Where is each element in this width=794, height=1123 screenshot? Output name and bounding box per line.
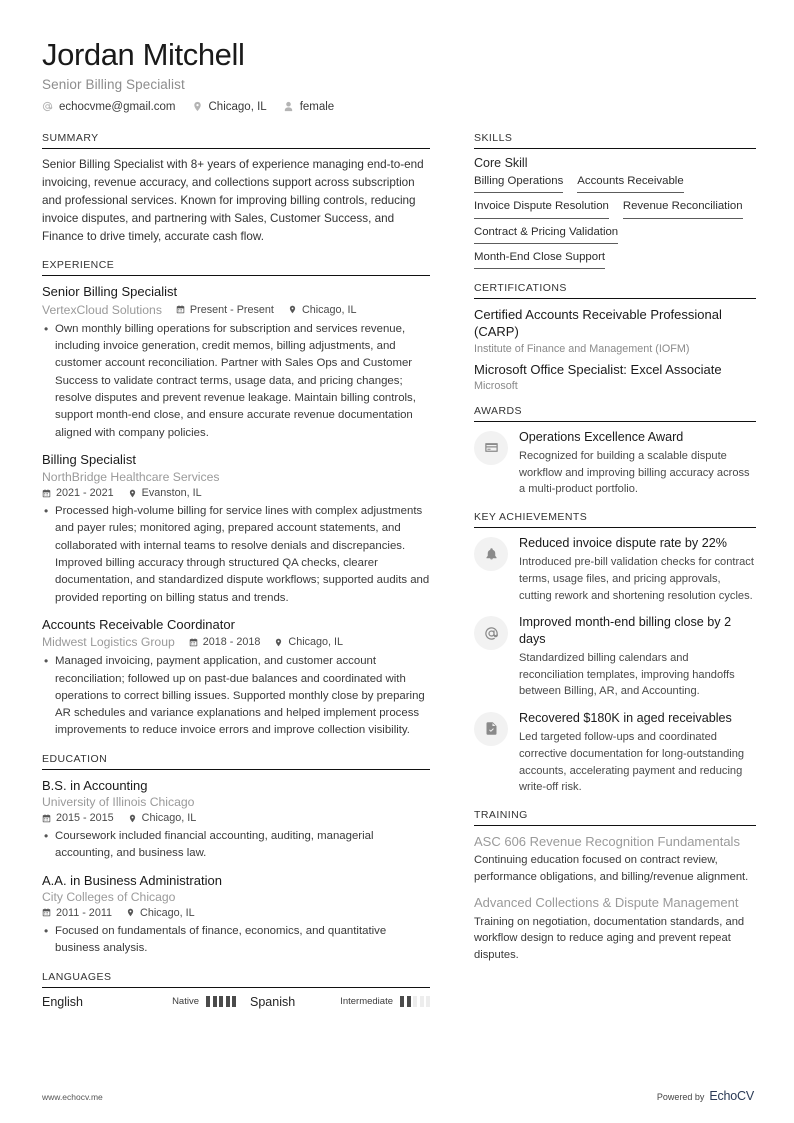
calendar-icon (176, 305, 185, 314)
experience-dates (189, 636, 261, 648)
section-experience (42, 259, 430, 739)
section-summary (42, 132, 430, 247)
bullet-item: • Own monthly billing operations for subscription and services revenue, including invoice generation, credit memos, billing adjustments, and customer account reconciliation. Partner with Sales Ops and Customer Success to validate contract terms, usage data, and pricing changes; resolve disputes and prevent revenue leakage. Maintain billing controls, support month-end close, and ensure accurate revenue documentation aligned with company policies. (42, 321, 430, 442)
divider (42, 148, 430, 149)
contact-gender-text: female (299, 100, 335, 113)
divider (42, 275, 430, 276)
achievement-description: Standardized billing calendars and reconciliation templates, improving handoffs between Billing, AR, and Accounting. (519, 652, 735, 698)
education-dates (42, 907, 112, 919)
header-headline: Senior Billing Specialist (42, 76, 185, 92)
divider (42, 769, 430, 770)
resume-body (42, 132, 754, 1022)
language-name: English (42, 994, 83, 1009)
rating-dot (420, 996, 424, 1007)
achievement-title: Reduced invoice dispute rate by 22% (519, 536, 727, 551)
education-entry (42, 777, 430, 863)
training-description: Continuing education focused on contract review, performance obligations, and billing/revenue alignment. (474, 854, 749, 884)
bell-icon (484, 547, 499, 562)
right-column (474, 132, 756, 977)
training-description: Training on negotiation, documentation standards, and workflow design to reduce aging and prevent repeat disputes. (474, 915, 745, 962)
achievement-body (519, 614, 756, 700)
experience-bullets (42, 503, 430, 607)
divider (42, 987, 430, 988)
experience-location (128, 487, 202, 499)
section-languages (42, 971, 430, 1009)
education-school: University of Illinois Chicago (42, 795, 195, 809)
contact-location (192, 101, 267, 113)
section-title-skills: SKILLS (474, 131, 513, 144)
divider (474, 298, 756, 299)
section-title-languages: LANGUAGES (42, 970, 112, 983)
rating-dot (413, 996, 417, 1007)
experience-meta (42, 470, 430, 484)
experience-bullets (42, 653, 430, 740)
education-meta (42, 907, 430, 919)
divider (474, 148, 756, 149)
contact-location-text: Chicago, IL (208, 100, 267, 113)
education-entry (42, 872, 430, 958)
experience-entry (42, 451, 430, 607)
education-bullets (42, 923, 430, 958)
experience-company: Midwest Logistics Group (42, 635, 175, 650)
section-skills (474, 132, 756, 270)
certification-item (474, 361, 756, 392)
award-item (474, 429, 756, 498)
language-dots (400, 996, 430, 1007)
skill-tag[interactable]: Accounts Receivable (577, 174, 683, 193)
language-level: Native (172, 996, 199, 1007)
footer-brand: EchoCV (709, 1089, 754, 1103)
achievement-title: Recovered $180K in aged receivables (519, 710, 732, 725)
section-key-achievements (474, 511, 756, 796)
skill-tag[interactable]: Billing Operations (474, 174, 563, 193)
skills-tag-list (474, 174, 756, 270)
language-item-spanish (236, 995, 430, 1009)
experience-role: Billing Specialist (42, 451, 136, 467)
experience-meta (42, 303, 430, 317)
rating-dot (226, 996, 230, 1007)
experience-dates-text: 2018 - 2018 (202, 636, 261, 649)
experience-company: NorthBridge Healthcare Services (42, 470, 220, 485)
summary-text: Senior Billing Specialist with 8+ years of experience managing end-to-end invoicing, revenue accuracy, and collections support across subscription and professional services. Known for improving billing controls, reducing invoice disputes, and partnering with Sales, Customer Success, and Finance to drive timely, accurate cash flow. (42, 157, 424, 244)
experience-location-text: Chicago, IL (288, 636, 344, 649)
achievement-item (474, 614, 756, 700)
education-meta (42, 812, 430, 824)
language-name: Spanish (250, 994, 296, 1009)
section-awards (474, 405, 756, 498)
award-description: Recognized for building a scalable dispute workflow and improving billing accuracy across a multi-product portfolio. (519, 450, 750, 496)
section-title-education: EDUCATION (42, 752, 108, 765)
location-pin-icon (126, 908, 135, 917)
language-row (42, 995, 430, 1009)
location-pin-icon (128, 489, 137, 498)
document-check-icon (484, 721, 499, 736)
rating-dot (426, 996, 430, 1007)
education-dates-text: 2011 - 2011 (56, 906, 113, 919)
language-item-english (42, 995, 236, 1009)
certification-name: Microsoft Office Specialist: Excel Associate (474, 361, 722, 377)
achievement-badge (474, 537, 508, 571)
section-title-experience: EXPERIENCE (42, 259, 115, 272)
certification-issuer: Institute of Finance and Management (IOFM) (474, 342, 690, 355)
experience-company: VertexCloud Solutions (42, 302, 162, 317)
experience-dates-text: 2021 - 2021 (56, 487, 114, 500)
contact-email-text: echocvme@gmail.com (59, 100, 176, 113)
contact-email (42, 101, 176, 113)
achievement-item (474, 710, 756, 796)
section-title-certifications: CERTIFICATIONS (474, 282, 567, 295)
education-location (126, 907, 195, 919)
skill-tag[interactable]: Month-End Close Support (474, 250, 605, 269)
certification-issuer: Microsoft (474, 379, 518, 392)
education-bullets (42, 828, 430, 863)
education-dates (42, 812, 114, 824)
training-title: Advanced Collections & Dispute Management (474, 895, 739, 911)
achievement-title: Improved month-end billing close by 2 days (519, 615, 732, 646)
calendar-icon (42, 908, 51, 917)
credit-card-icon (484, 440, 499, 455)
experience-location (288, 304, 357, 316)
achievement-body (519, 535, 756, 604)
calendar-icon (42, 489, 51, 498)
language-dots (206, 996, 236, 1007)
person-icon (283, 101, 294, 112)
education-school: City Colleges of Chicago (42, 889, 176, 904)
achievement-description: Introduced pre-bill validation checks for contract terms, usage files, and pricing approvals, cutting rework and shortening resolution cycles. (519, 556, 754, 602)
achievement-body (519, 710, 756, 796)
page-title: Jordan Mitchell (42, 37, 245, 72)
resume-header (42, 38, 754, 113)
section-title-key-achievements: KEY ACHIEVEMENTS (474, 511, 588, 524)
achievement-description: Led targeted follow-ups and coordinated corrective documentation for long-outstanding accounts, accelerating payment and reducing write-off risk. (519, 731, 745, 794)
calendar-icon (189, 638, 198, 647)
contact-gender (283, 101, 335, 113)
education-degree: B.S. in Accounting (42, 777, 148, 793)
training-item (474, 833, 756, 886)
award-body (519, 429, 756, 498)
at-sign-icon (484, 626, 499, 641)
section-title-training: TRAINING (474, 808, 528, 821)
location-pin-icon (288, 305, 297, 314)
certification-name: Certified Accounts Receivable Professional (CARP) (474, 307, 722, 340)
education-dates-text: 2015 - 2015 (56, 812, 114, 824)
skill-tag[interactable]: Contract & Pricing Validation (474, 225, 618, 244)
bullet-item: • Focused on fundamentals of finance, economics, and quantitative business analysis. (42, 923, 430, 958)
contact-row (42, 101, 754, 113)
location-pin-icon (274, 638, 283, 647)
experience-entry (42, 283, 430, 441)
at-sign-icon (42, 101, 53, 112)
section-title-awards: AWARDS (474, 404, 523, 417)
experience-meta-dates-row (42, 487, 430, 499)
experience-location-text: Evanston, IL (141, 487, 202, 500)
experience-dates-text: Present - Present (189, 303, 274, 316)
experience-dates (42, 487, 114, 499)
rating-dot (206, 996, 210, 1007)
achievement-badge (474, 616, 508, 650)
section-certifications (474, 282, 756, 391)
rating-dot (400, 996, 404, 1007)
left-column (42, 132, 430, 1022)
divider (474, 421, 756, 422)
location-pin-icon (192, 101, 203, 112)
bullet-item: • Coursework included financial accounting, auditing, managerial accounting, and business law. (42, 828, 430, 863)
skill-tag[interactable]: Revenue Reconciliation (623, 199, 743, 218)
education-location-text: Chicago, IL (140, 906, 195, 919)
skill-tag[interactable]: Invoice Dispute Resolution (474, 199, 609, 218)
experience-location-text: Chicago, IL (301, 303, 357, 316)
experience-location (274, 636, 343, 648)
education-degree: A.A. in Business Administration (42, 872, 222, 888)
language-level: Intermediate (340, 996, 393, 1007)
training-item (474, 894, 756, 964)
divider (474, 527, 756, 528)
rating-dot (219, 996, 223, 1007)
experience-dates (176, 304, 274, 316)
page-footer (42, 1089, 754, 1103)
language-rating (172, 996, 236, 1007)
certification-item (474, 306, 756, 354)
footer-powered-label: Powered by (656, 1092, 705, 1102)
award-title: Operations Excellence Award (519, 429, 684, 444)
language-rating (340, 996, 430, 1007)
education-location (128, 812, 197, 824)
location-pin-icon (128, 814, 137, 823)
section-training (474, 809, 756, 964)
award-badge (474, 431, 508, 465)
section-title-summary: SUMMARY (42, 131, 99, 144)
experience-bullets (42, 321, 430, 442)
section-education (42, 753, 430, 958)
rating-dot (213, 996, 217, 1007)
training-title: ASC 606 Revenue Recognition Fundamentals (474, 833, 740, 849)
experience-entry (42, 616, 430, 740)
experience-role: Accounts Receivable Coordinator (42, 616, 235, 632)
bullet-item: • Managed invoicing, payment application, and customer account reconciliation; followed up on past-due balances and coordinated with operations to correct billing issues. Supported monthly close by preparing AR schedules and variance explanations and helped implement process improvements to reduce invoice errors and improve collection visibility. (42, 653, 430, 740)
experience-role: Senior Billing Specialist (42, 284, 178, 300)
achievement-badge (474, 712, 508, 746)
skills-group-label: Core Skill (474, 155, 528, 170)
achievement-item (474, 535, 756, 604)
experience-meta (42, 635, 430, 649)
calendar-icon (42, 814, 51, 823)
footer-branding (657, 1089, 754, 1103)
rating-dot (407, 996, 411, 1007)
education-location-text: Chicago, IL (141, 812, 197, 824)
bullet-item: • Processed high-volume billing for service lines with complex adjustments and payer rules; monitored aging, prepared account statements, and collaborated with internal teams to resolve denials and discrepancies. Improved billing accuracy through structured QA checks, clearer documentation, and standardized dispute workflows; supported audits and provided reporting on billing status and trends. (42, 503, 430, 607)
footer-url[interactable]: www.echocv.me (42, 1092, 103, 1102)
divider (474, 825, 756, 826)
